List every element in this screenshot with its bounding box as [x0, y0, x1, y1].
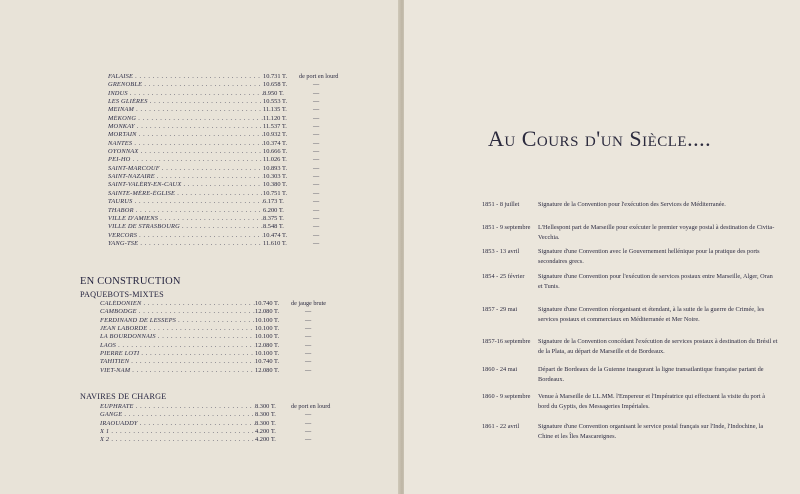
ship-tonnage: 10.474 T.	[263, 231, 288, 239]
ship-note: —	[313, 89, 320, 97]
ship-note: —	[313, 181, 320, 189]
ship-name: GANGE . . .	[100, 411, 255, 418]
ship-tonnage: 10.100 T.	[255, 350, 280, 358]
ship-row	[108, 140, 408, 148]
ship-tonnage: 10.932 T.	[263, 131, 288, 139]
ship-note: de port en lourd	[291, 403, 331, 410]
entry-date: 1860 - 24 mai	[482, 366, 518, 373]
ship-name: OYONNAX . . .	[108, 148, 263, 155]
page-title: Au Cours d'un Siècle....	[488, 126, 712, 151]
ship-name: TAURUS . . .	[108, 198, 263, 205]
ship-tonnage: 12.080 T.	[255, 366, 280, 374]
ship-name: CAMBODGE . . .	[100, 308, 255, 315]
ship-note: —	[313, 148, 320, 156]
ship-name: LAOS . . .	[100, 342, 255, 349]
entry-text: Signature d'une Convention pour l'exécution de services postaux entre Marseille, Alger, Oran et Tunis.	[538, 273, 773, 290]
ship-tonnage: 10.751 T.	[263, 189, 288, 197]
ship-note: —	[313, 139, 320, 147]
ship-name: LES GLIÈRES . . .	[108, 98, 263, 105]
ship-note: —	[313, 131, 320, 139]
ship-row	[100, 420, 400, 428]
ship-name: FERDINAND DE LESSEPS . . .	[100, 317, 255, 324]
ship-tonnage: 10.658 T.	[263, 81, 288, 89]
ship-note: —	[305, 366, 312, 374]
ship-tonnage: 10.740 T.	[255, 300, 280, 307]
ship-row	[108, 165, 408, 173]
ship-name: PIERRE LOTI . . .	[100, 350, 255, 357]
ship-tonnage: 10.893 T.	[263, 164, 288, 172]
ship-note: —	[305, 436, 312, 444]
ship-tonnage: 10.100 T.	[255, 316, 280, 324]
ship-name: VILLE D'AMIENS . . .	[108, 215, 263, 222]
ship-row	[108, 131, 408, 139]
ship-note: —	[313, 106, 320, 114]
ship-name: MEINAM . . .	[108, 106, 263, 113]
ship-row	[100, 367, 400, 375]
ship-note: —	[313, 214, 320, 222]
construction-list	[100, 300, 400, 375]
ship-tonnage: 12.080 T.	[255, 341, 280, 349]
ship-row	[100, 428, 400, 436]
ship-tonnage: 10.374 T.	[263, 139, 288, 147]
ship-note: —	[305, 341, 312, 349]
en-construction-title: EN CONSTRUCTION	[80, 276, 181, 287]
ship-note: de port en lourd	[299, 73, 339, 80]
ship-note: —	[305, 333, 312, 341]
ship-row	[100, 333, 400, 341]
entry-text: L'Hellespont part de Marseille pour exécuter le premier voyage postal à destination de Civita-Vecchia.	[538, 224, 775, 241]
ship-row	[108, 198, 408, 206]
ship-row	[108, 173, 408, 181]
ship-name: SAINT-NAZAIRE . . .	[108, 173, 263, 180]
ship-row	[108, 215, 408, 223]
entry-date: 1860 - 9 septembre	[482, 393, 531, 400]
entry-date: 1857-16 septembre	[482, 338, 531, 345]
ship-row	[108, 181, 408, 189]
ship-row	[100, 300, 400, 308]
ship-tonnage: 6.200 T.	[263, 206, 284, 214]
ship-row	[100, 403, 400, 411]
ship-name: MONKAY . . .	[108, 123, 263, 130]
ship-row	[108, 148, 408, 156]
ship-name: IRAOUADDY . . .	[100, 420, 255, 427]
ship-row	[100, 325, 400, 333]
ship-tonnage: 11.537 T.	[263, 123, 287, 131]
ship-note: —	[313, 206, 320, 214]
ship-note: —	[313, 98, 320, 106]
ship-tonnage: 4.200 T.	[255, 436, 276, 444]
ship-name: LA BOURDONNAIS . . .	[100, 333, 255, 340]
entry-date: 1854 - 25 février	[482, 273, 525, 280]
fleet-list	[108, 73, 408, 248]
entry-date: 1853 - 13 avril	[482, 248, 520, 255]
ship-row	[108, 98, 408, 106]
ship-note: —	[313, 114, 320, 122]
ship-name: TAHITIEN . . .	[100, 358, 255, 365]
ship-name: SAINT-VALÉRY-EN-CAUX . . .	[108, 181, 263, 188]
cargo-list	[100, 403, 400, 445]
entry-date: 1857 - 29 mai	[482, 306, 518, 313]
ship-name: INDUS . . .	[108, 90, 263, 97]
ship-tonnage: 10.100 T.	[255, 325, 280, 333]
ship-row	[108, 223, 408, 231]
ship-row	[108, 207, 408, 215]
ship-note: —	[313, 239, 320, 247]
ship-note: —	[313, 231, 320, 239]
ship-tonnage: 12.080 T.	[255, 308, 280, 316]
ship-name: X 2 . . .	[100, 436, 255, 443]
ship-name: MORTAIN . . .	[108, 131, 263, 138]
ship-name: JEAN LABORDE . . .	[100, 325, 255, 332]
ship-name: THABOR . . .	[108, 207, 263, 214]
ship-note: —	[313, 198, 320, 206]
entry-text: Signature de la Convention concédant l'exécution de services postaux à destination du Brésil et de la Plata, au départ de Marseille et de Bordeaux.	[538, 338, 778, 355]
ship-tonnage: 4.200 T.	[255, 428, 276, 436]
entry-text: Signature de la Convention pour l'exécution des Services de Méditerranée.	[538, 201, 726, 208]
entry-date: 1851 - 9 septembre	[482, 224, 531, 231]
ship-row	[100, 411, 400, 419]
ship-row	[100, 342, 400, 350]
ship-name: VERCORS . . .	[108, 232, 263, 239]
ship-tonnage: 6.173 T.	[263, 198, 284, 206]
ship-row	[108, 115, 408, 123]
ship-name: VILLE DE STRASBOURG . . .	[108, 223, 263, 230]
ship-tonnage: 8.300 T.	[255, 411, 276, 419]
ship-name: SAINT-MARCOUF . . .	[108, 165, 263, 172]
ship-name: NANTES . . .	[108, 140, 263, 147]
ship-note: —	[305, 316, 312, 324]
ship-row	[108, 90, 408, 98]
ship-note: —	[313, 164, 320, 172]
entry-text: Signature d'une Convention avec le Gouvernement hellénique pour la pratique des ports secondaires grecs.	[538, 248, 760, 265]
ship-name: EUPHRATE . . .	[100, 403, 255, 410]
ship-row	[108, 232, 408, 240]
ship-tonnage: 10.553 T.	[263, 98, 288, 106]
ship-name: VIET-NAM . . .	[100, 367, 255, 374]
ship-row	[100, 436, 400, 444]
ship-row	[108, 240, 408, 248]
ship-note: —	[305, 308, 312, 316]
ship-tonnage: 10.100 T.	[255, 333, 280, 341]
ship-tonnage: 8.300 T.	[255, 403, 276, 410]
ship-row	[108, 81, 408, 89]
ship-tonnage: 10.380 T.	[263, 181, 288, 189]
ship-row	[108, 106, 408, 114]
ship-note: —	[313, 189, 320, 197]
navires-de-charge-title: NAVIRES DE CHARGE	[80, 392, 167, 401]
ship-tonnage: 8.375 T.	[263, 214, 284, 222]
ship-name: CALÉDONIEN . . .	[100, 300, 255, 307]
ship-row	[108, 156, 408, 164]
ship-tonnage: 8.950 T.	[263, 89, 284, 97]
paquebots-mixtes-title: PAQUEBOTS-MIXTES	[80, 290, 164, 299]
ship-tonnage: 11.120 T.	[263, 114, 287, 122]
ship-row	[100, 317, 400, 325]
ship-row	[108, 190, 408, 198]
ship-note: —	[313, 223, 320, 231]
ship-row	[108, 123, 408, 131]
ship-note: —	[305, 325, 312, 333]
ship-name: X 1 . . .	[100, 428, 255, 435]
ship-name: SAINTE-MÈRE-ÉGLISE . . .	[108, 190, 263, 197]
ship-row	[100, 350, 400, 358]
ship-note: —	[305, 419, 312, 427]
entry-text: Signature d'une Convention réorganisant et étendant, à la suite de la guerre de Crimée, les services postaux et commerciaux en Méditerranée et Mer Noire.	[538, 306, 765, 323]
entry-text: Signature d'une Convention organisant le service postal français sur l'Inde, l'Indochine, la Chine et les Îles Mascareignes.	[538, 423, 764, 440]
ship-note: —	[313, 173, 320, 181]
ship-name: MÉKONG . . .	[108, 115, 263, 122]
ship-note: —	[313, 81, 320, 89]
ship-name: YANG-TSE . . .	[108, 240, 263, 247]
entry-text: Départ de Bordeaux de la Guienne inaugurant la ligne transatlantique française partant de Bordeaux.	[538, 366, 764, 383]
ship-note: de jauge brute	[291, 300, 327, 307]
ship-tonnage: 10.740 T.	[255, 358, 280, 366]
ship-row	[100, 308, 400, 316]
ship-tonnage: 10.731 T.	[263, 73, 288, 80]
ship-note: —	[313, 156, 320, 164]
ship-name: GRENOBLE . . .	[108, 81, 263, 88]
ship-name: PEI-HO . . .	[108, 156, 263, 163]
ship-tonnage: 11.026 T.	[263, 156, 287, 164]
ship-tonnage: 8.300 T.	[255, 419, 276, 427]
entry-text: Venue à Marseille de LL.MM. l'Empereur et l'Impératrice qui effectuent la visite du port à bord du Gyptis, des Messageries Impériales.	[538, 393, 766, 410]
ship-name: FALAISE . . .	[108, 73, 263, 80]
ship-tonnage: 11.610 T.	[263, 239, 287, 247]
ship-tonnage: 10.666 T.	[263, 148, 288, 156]
ship-note: —	[313, 123, 320, 131]
ship-row	[100, 358, 400, 366]
entry-date: 1851 - 8 juillet	[482, 201, 520, 208]
ship-tonnage: 8.548 T.	[263, 223, 284, 231]
ship-note: —	[305, 358, 312, 366]
ship-note: —	[305, 411, 312, 419]
ship-tonnage: 11.135 T.	[263, 106, 287, 114]
entry-date: 1861 - 22 avril	[482, 423, 520, 430]
ship-note: —	[305, 350, 312, 358]
ship-note: —	[305, 428, 312, 436]
ship-tonnage: 10.303 T.	[263, 173, 288, 181]
ship-row	[108, 73, 408, 81]
